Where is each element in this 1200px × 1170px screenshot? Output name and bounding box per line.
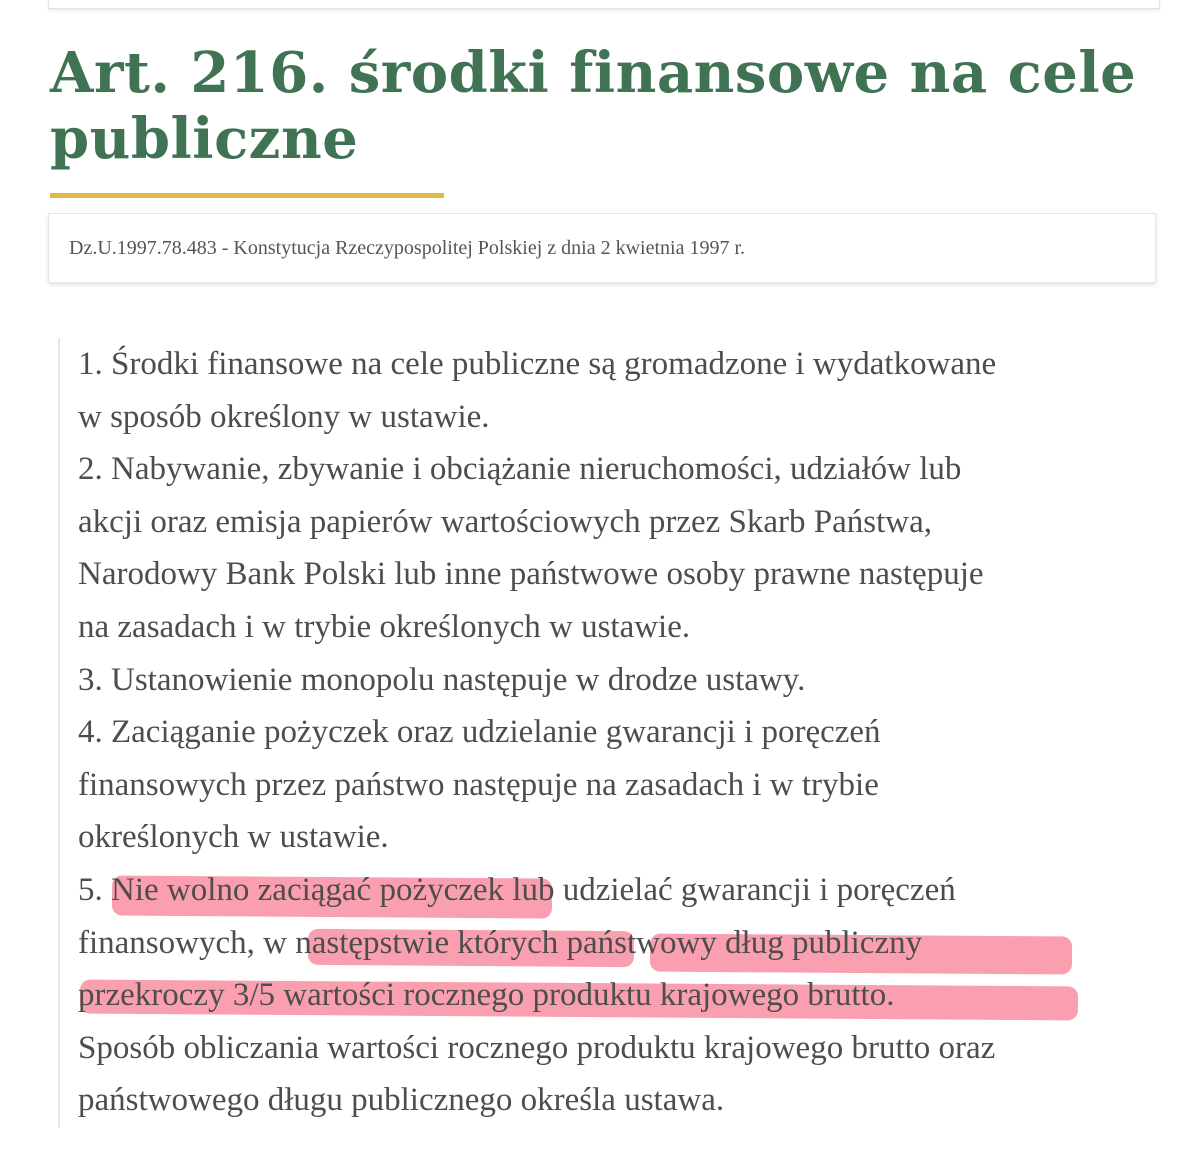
article-line: określonych w ustawie. [78, 819, 389, 856]
article-line: 4. Zaciąganie pożyczek oraz udzielanie gwarancji i poręczeń [78, 714, 881, 751]
article-line: akcji oraz emisja papierów wartościowych przez Skarb Państwa, [78, 503, 933, 540]
article-line: przekroczy 3/5 wartości rocznego produktu krajowego brutto. [78, 977, 895, 1014]
previous-section-edge [48, 0, 1160, 9]
title-line-1: Art. 216. środki finansowe na cele [50, 40, 1137, 106]
article-line: 1. Środki finansowe na cele publiczne są gromadzone i wydatkowane [78, 346, 997, 382]
article-line: 5. Nie wolno zaciągać pożyczek lub udzielać gwarancji i poręczeń [78, 871, 956, 908]
article-line: finansowych przez państwo następuje na zasadach i w trybie [78, 766, 879, 803]
article-line: Sposób obliczania wartości rocznego produktu krajowego brutto oraz [78, 1029, 996, 1066]
article-line: Narodowy Bank Polski lub inne państwowe osoby prawne następuje [78, 556, 984, 593]
title-underline [50, 193, 444, 198]
page-title [50, 40, 1160, 172]
title-line-2: publiczne [50, 106, 359, 172]
article-line: finansowych, w następstwie których państwowy dług publiczny [78, 924, 923, 961]
article-line: państwowego długu publicznego określa ustawa. [78, 1082, 725, 1119]
article-line: w sposób określony w ustawie. [78, 398, 490, 435]
article-body [58, 338, 1168, 1128]
article-line: 3. Ustanowienie monopolu następuje w drodze ustawy. [78, 661, 806, 698]
source-citation-box [48, 213, 1156, 283]
source-citation: Dz.U.1997.78.483 - Konstytucja Rzeczypospolitej Polskiej z dnia 2 kwietnia 1997 r. [69, 237, 745, 259]
article-line: 2. Nabywanie, zbywanie i obciążanie nieruchomości, udziałów lub [78, 451, 962, 488]
article-line: na zasadach i w trybie określonych w ustawie. [78, 608, 691, 645]
